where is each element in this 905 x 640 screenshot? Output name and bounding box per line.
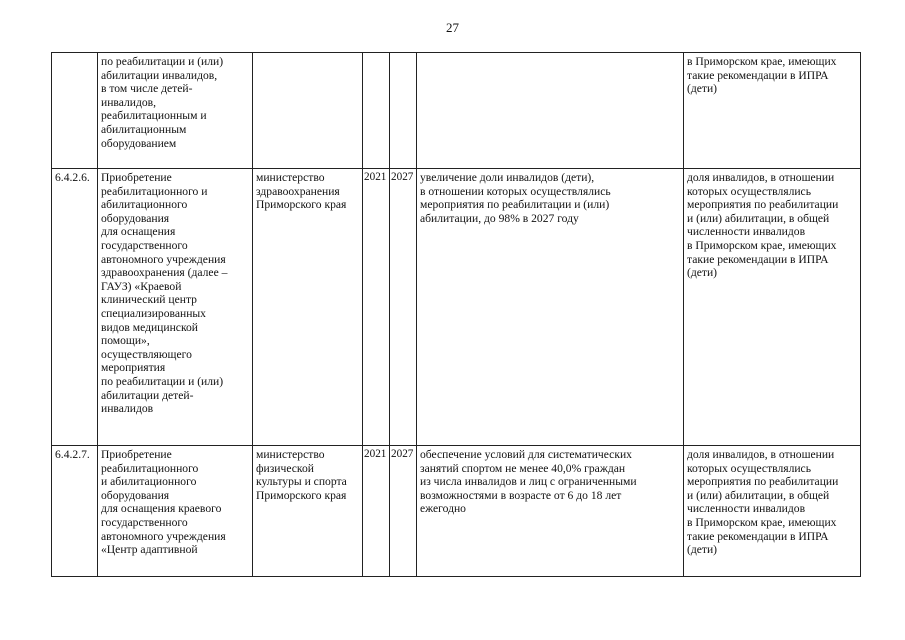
cell-end-year: 2027 — [390, 169, 417, 446]
measures-table — [51, 52, 861, 577]
cell-result: обеспечение условий для систематических занятий спортом не менее 40,0% граждан из числа инвалидов и лиц с ограниченными возможностями в возрасте от 6 до 18 лет ежегодно — [417, 446, 684, 577]
cell-number — [52, 53, 98, 169]
table-row — [52, 446, 861, 577]
cell-executor: министерство здравоохранения Приморского края — [253, 169, 363, 446]
table-row — [52, 169, 861, 446]
cell-indicator: в Приморском крае, имеющих такие рекомендации в ИПРА (дети) — [684, 53, 861, 169]
cell-end-year — [390, 53, 417, 169]
cell-start-year — [363, 53, 390, 169]
cell-indicator: доля инвалидов, в отношении которых осуществлялись мероприятия по реабилитации и (или) абилитации, в общей численности инвалидов в Приморском крае, имеющих такие рекомендации в ИПРА (дети) — [684, 446, 861, 577]
cell-number: 6.4.2.7. — [52, 446, 98, 577]
cell-number: 6.4.2.6. — [52, 169, 98, 446]
cell-measure-name: Приобретение реабилитационного и абилитационного оборудования для оснащения краевого государственного автономного учреждения «Центр адаптивной — [98, 446, 253, 577]
page-number: 27 — [446, 20, 459, 35]
cell-executor — [253, 53, 363, 169]
cell-executor: министерство физической культуры и спорта Приморского края — [253, 446, 363, 577]
cell-start-year: 2021 — [363, 169, 390, 446]
cell-result — [417, 53, 684, 169]
table-row — [52, 53, 861, 169]
cell-measure-name: Приобретение реабилитационного и абилитационного оборудования для оснащения государственного автономного учреждения здравоохранения (далее – ГАУЗ) «Краевой клинический центр специализированных видов медицинской помощи», осуществляющего мероприятия по реабилитации и (или) абилитации детей- инвалидов — [98, 169, 253, 446]
cell-measure-name: по реабилитации и (или) абилитации инвалидов, в том числе детей- инвалидов, реабилитационным и абилитационным оборудованием — [98, 53, 253, 169]
cell-indicator: доля инвалидов, в отношении которых осуществлялись мероприятия по реабилитации и (или) абилитации, в общей численности инвалидов в Приморском крае, имеющих такие рекомендации в ИПРА (дети) — [684, 169, 861, 446]
cell-end-year: 2027 — [390, 446, 417, 577]
cell-result: увеличение доли инвалидов (дети), в отношении которых осуществлялись мероприятия по реабилитации и (или) абилитации, до 98% в 2027 году — [417, 169, 684, 446]
cell-start-year: 2021 — [363, 446, 390, 577]
